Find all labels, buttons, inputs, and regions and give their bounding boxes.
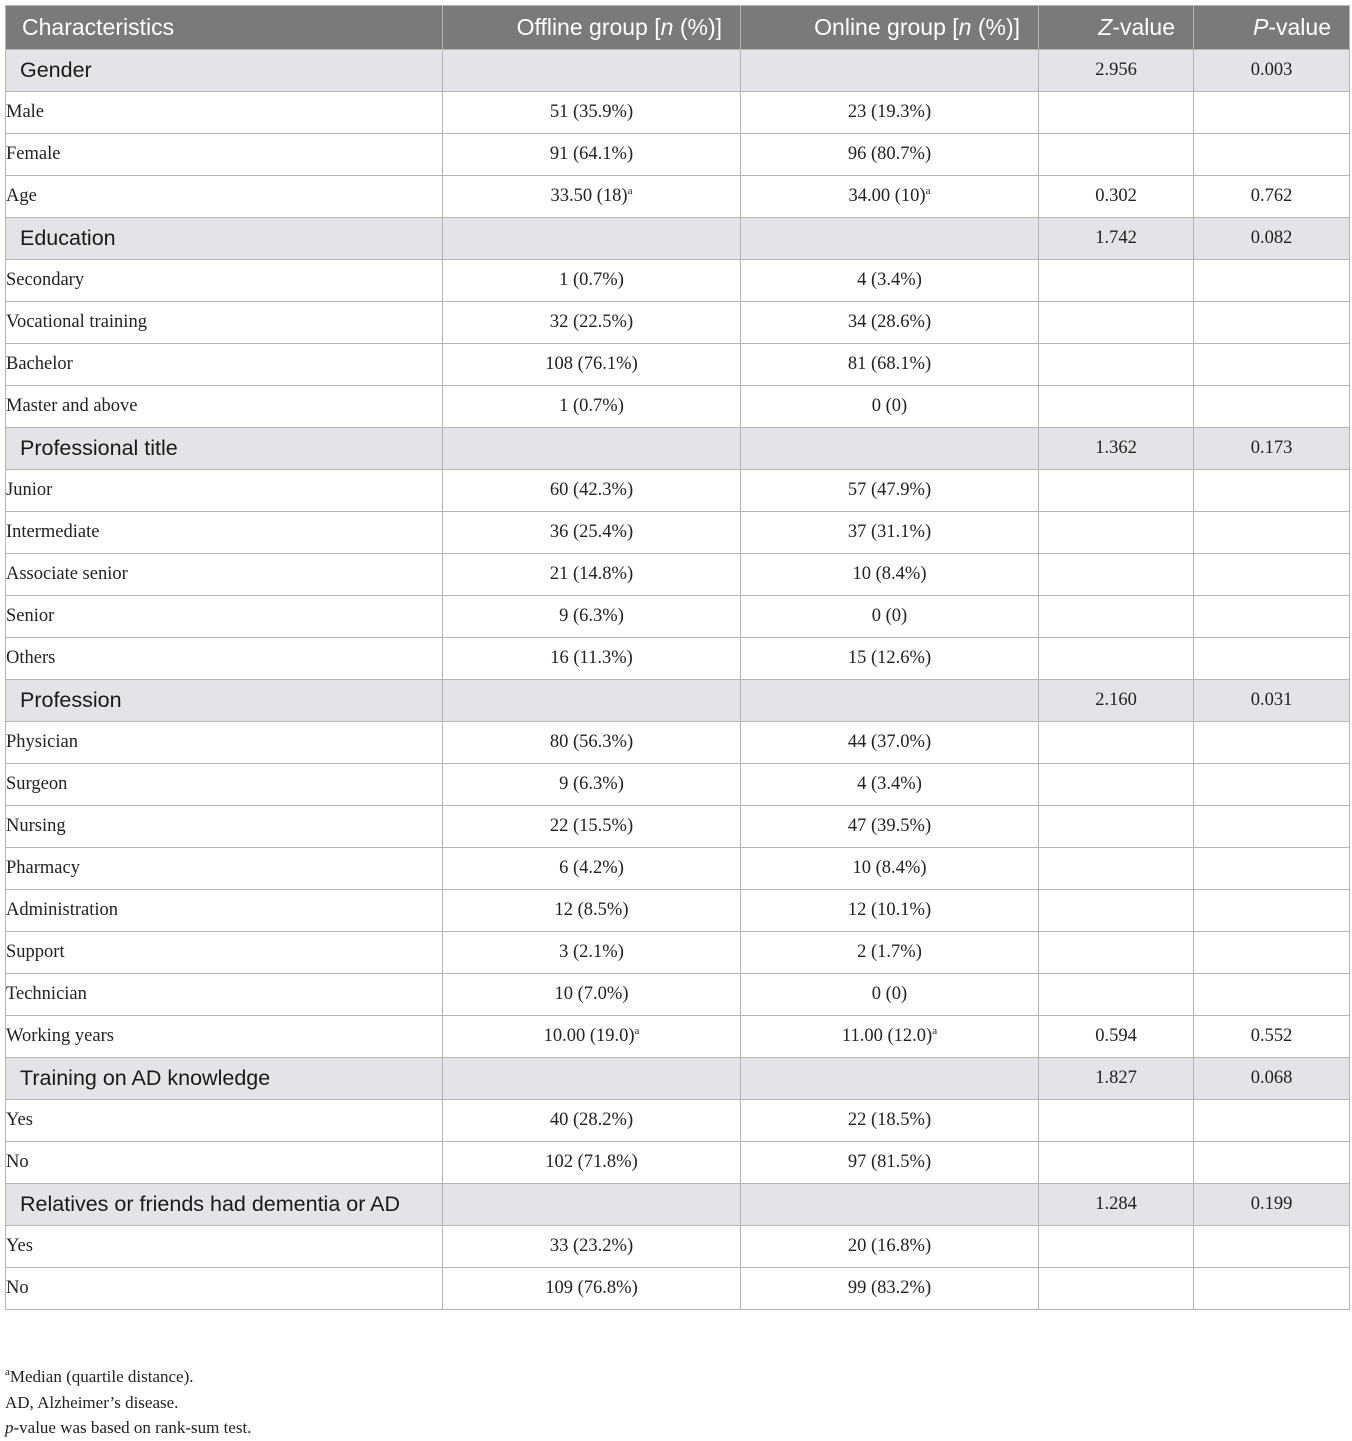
table-row — [6, 1226, 1350, 1268]
p-value — [1194, 974, 1350, 1016]
table-row — [6, 1268, 1350, 1310]
row-label: Others — [6, 638, 443, 680]
online-value: 34 (28.6%) — [741, 302, 1039, 344]
p-value — [1194, 764, 1350, 806]
table-row — [6, 932, 1350, 974]
table-row — [6, 1142, 1350, 1184]
p-value — [1194, 638, 1350, 680]
section-label: Training on AD knowledge — [6, 1058, 443, 1100]
online-value: 23 (19.3%) — [741, 92, 1039, 134]
p-value — [1194, 554, 1350, 596]
online-value: 44 (37.0%) — [741, 722, 1039, 764]
z-value — [1039, 806, 1194, 848]
p-value — [1194, 134, 1350, 176]
online-value: 99 (83.2%) — [741, 1268, 1039, 1310]
header-online-group: Online group [n (%)] — [741, 6, 1039, 50]
table-row — [6, 1016, 1350, 1058]
offline-value: 32 (22.5%) — [443, 302, 741, 344]
offline-value: 51 (35.9%) — [443, 92, 741, 134]
z-value — [1039, 1100, 1194, 1142]
row-label: Age — [6, 176, 443, 218]
offline-value: 60 (42.3%) — [443, 470, 741, 512]
row-label: Administration — [6, 890, 443, 932]
p-value: 0.082 — [1194, 218, 1350, 260]
offline-value — [443, 1184, 741, 1226]
online-value: 20 (16.8%) — [741, 1226, 1039, 1268]
z-value — [1039, 890, 1194, 932]
z-value — [1039, 302, 1194, 344]
z-value — [1039, 134, 1194, 176]
online-value: 34.00 $(10)^a$ — [741, 176, 1039, 218]
row-label: Vocational training — [6, 302, 443, 344]
z-value — [1039, 470, 1194, 512]
table-row — [6, 176, 1350, 218]
online-value: 10 (8.4%) — [741, 554, 1039, 596]
online-value — [741, 680, 1039, 722]
p-value: 0.031 — [1194, 680, 1350, 722]
online-value — [741, 1058, 1039, 1100]
offline-value: 9 (6.3%) — [443, 764, 741, 806]
row-label: Male — [6, 92, 443, 134]
row-label: Junior — [6, 470, 443, 512]
table-row — [6, 806, 1350, 848]
offline-value: 3 (2.1%) — [443, 932, 741, 974]
table-row — [6, 722, 1350, 764]
z-value: 1.742 — [1039, 218, 1194, 260]
z-value: 0.594 — [1039, 1016, 1194, 1058]
row-label: Secondary — [6, 260, 443, 302]
z-value — [1039, 596, 1194, 638]
online-value: 4 (3.4%) — [741, 764, 1039, 806]
section-row — [6, 1184, 1350, 1226]
row-label: Master and above — [6, 386, 443, 428]
footnote-median: $^a$Median (quartile distance). — [5, 1366, 194, 1386]
row-label: Senior — [6, 596, 443, 638]
offline-value: 1 (0.7%) — [443, 386, 741, 428]
section-label: Professional title — [6, 428, 443, 470]
row-label: Nursing — [6, 806, 443, 848]
online-value — [741, 428, 1039, 470]
z-value — [1039, 1142, 1194, 1184]
p-value — [1194, 596, 1350, 638]
table-row — [6, 260, 1350, 302]
offline-value: 16 (11.3%) — [443, 638, 741, 680]
section-label: Relatives or friends had dementia or AD — [6, 1184, 443, 1226]
online-value: 22 (18.5%) — [741, 1100, 1039, 1142]
offline-value: 21 (14.8%) — [443, 554, 741, 596]
online-value: 96 (80.7%) — [741, 134, 1039, 176]
offline-value: 108 (76.1%) — [443, 344, 741, 386]
p-value: 0.762 — [1194, 176, 1350, 218]
row-label: Support — [6, 932, 443, 974]
header-z-value: Z-value — [1039, 6, 1194, 50]
p-value: 0.552 — [1194, 1016, 1350, 1058]
z-value — [1039, 554, 1194, 596]
table-row — [6, 344, 1350, 386]
table-row — [6, 638, 1350, 680]
header-characteristics: Characteristics — [6, 6, 443, 50]
row-label: Technician — [6, 974, 443, 1016]
p-value — [1194, 470, 1350, 512]
online-value: 15 (12.6%) — [741, 638, 1039, 680]
offline-value: 1 (0.7%) — [443, 260, 741, 302]
online-value: 81 (68.1%) — [741, 344, 1039, 386]
online-value — [741, 218, 1039, 260]
online-value: 47 (39.5%) — [741, 806, 1039, 848]
offline-value — [443, 428, 741, 470]
table-header-row — [6, 6, 1350, 50]
online-value: 37 (31.1%) — [741, 512, 1039, 554]
p-value — [1194, 1268, 1350, 1310]
z-value: 1.284 — [1039, 1184, 1194, 1226]
offline-value: 22 (15.5%) — [443, 806, 741, 848]
z-value — [1039, 1226, 1194, 1268]
z-value — [1039, 344, 1194, 386]
header-p-value: P-value — [1194, 6, 1350, 50]
online-value: 11.00 $(12.0)^a$ — [741, 1016, 1039, 1058]
table-row — [6, 92, 1350, 134]
z-value — [1039, 92, 1194, 134]
offline-value — [443, 50, 741, 92]
z-value — [1039, 386, 1194, 428]
z-value — [1039, 512, 1194, 554]
p-value — [1194, 92, 1350, 134]
p-value — [1194, 932, 1350, 974]
offline-value: 10.00 $(19.0)^a$ — [443, 1016, 741, 1058]
row-label: Physician — [6, 722, 443, 764]
p-value — [1194, 722, 1350, 764]
z-value: 0.302 — [1039, 176, 1194, 218]
row-label: Pharmacy — [6, 848, 443, 890]
z-value — [1039, 1268, 1194, 1310]
section-row — [6, 50, 1350, 92]
p-value: 0.173 — [1194, 428, 1350, 470]
table-row — [6, 302, 1350, 344]
online-value: 12 (10.1%) — [741, 890, 1039, 932]
section-row — [6, 680, 1350, 722]
offline-value: 12 (8.5%) — [443, 890, 741, 932]
table-footnotes — [5, 1364, 1345, 1441]
offline-value: 33 (23.2%) — [443, 1226, 741, 1268]
table-row — [6, 974, 1350, 1016]
z-value — [1039, 260, 1194, 302]
z-value — [1039, 932, 1194, 974]
p-value — [1194, 1100, 1350, 1142]
table-row — [6, 470, 1350, 512]
section-row — [6, 218, 1350, 260]
offline-value: 102 (71.8%) — [443, 1142, 741, 1184]
online-value — [741, 1184, 1039, 1226]
z-value: 2.956 — [1039, 50, 1194, 92]
row-label: Working years — [6, 1016, 443, 1058]
p-value — [1194, 890, 1350, 932]
offline-value: 33.50 $(18)^a$ — [443, 176, 741, 218]
p-value — [1194, 302, 1350, 344]
row-label: Yes — [6, 1100, 443, 1142]
online-value — [741, 50, 1039, 92]
row-label: No — [6, 1268, 443, 1310]
online-value: 97 (81.5%) — [741, 1142, 1039, 1184]
table-row — [6, 890, 1350, 932]
section-row — [6, 428, 1350, 470]
p-value — [1194, 260, 1350, 302]
z-value: 1.362 — [1039, 428, 1194, 470]
z-value — [1039, 848, 1194, 890]
online-value: 0 (0) — [741, 596, 1039, 638]
online-value: 10 (8.4%) — [741, 848, 1039, 890]
z-value: 1.827 — [1039, 1058, 1194, 1100]
footnote-p-value: p-value was based on rank-sum test. — [5, 1418, 252, 1437]
offline-value — [443, 680, 741, 722]
section-label: Profession — [6, 680, 443, 722]
table-row — [6, 512, 1350, 554]
z-value — [1039, 974, 1194, 1016]
p-value: 0.199 — [1194, 1184, 1350, 1226]
online-value: 0 (0) — [741, 386, 1039, 428]
table-row — [6, 554, 1350, 596]
row-label: Intermediate — [6, 512, 443, 554]
offline-value: 10 (7.0%) — [443, 974, 741, 1016]
offline-value: 80 (56.3%) — [443, 722, 741, 764]
offline-value: 109 (76.8%) — [443, 1268, 741, 1310]
z-value — [1039, 638, 1194, 680]
p-value — [1194, 806, 1350, 848]
row-label: No — [6, 1142, 443, 1184]
section-label: Gender — [6, 50, 443, 92]
offline-value — [443, 1058, 741, 1100]
row-label: Bachelor — [6, 344, 443, 386]
p-value — [1194, 512, 1350, 554]
table-row — [6, 848, 1350, 890]
footnote-ad-abbreviation: AD, Alzheimer’s disease. — [5, 1392, 179, 1412]
table-row — [6, 764, 1350, 806]
z-value — [1039, 722, 1194, 764]
online-value: 57 (47.9%) — [741, 470, 1039, 512]
table-row — [6, 386, 1350, 428]
characteristics-table — [5, 5, 1350, 1310]
table-row — [6, 596, 1350, 638]
p-value: 0.003 — [1194, 50, 1350, 92]
offline-value: 9 (6.3%) — [443, 596, 741, 638]
section-label: Education — [6, 218, 443, 260]
offline-value: 91 (64.1%) — [443, 134, 741, 176]
p-value — [1194, 1142, 1350, 1184]
row-label: Female — [6, 134, 443, 176]
offline-value — [443, 218, 741, 260]
table-body — [6, 50, 1350, 1310]
p-value — [1194, 848, 1350, 890]
z-value: 2.160 — [1039, 680, 1194, 722]
row-label: Associate senior — [6, 554, 443, 596]
row-label: Surgeon — [6, 764, 443, 806]
p-value — [1194, 344, 1350, 386]
p-value: 0.068 — [1194, 1058, 1350, 1100]
p-value — [1194, 386, 1350, 428]
z-value — [1039, 764, 1194, 806]
online-value: 0 (0) — [741, 974, 1039, 1016]
offline-value: 6 (4.2%) — [443, 848, 741, 890]
online-value: 2 (1.7%) — [741, 932, 1039, 974]
offline-value: 40 (28.2%) — [443, 1100, 741, 1142]
p-value — [1194, 1226, 1350, 1268]
table-row — [6, 1100, 1350, 1142]
section-row — [6, 1058, 1350, 1100]
header-offline-group: Offline group [n (%)] — [443, 6, 741, 50]
table-row — [6, 134, 1350, 176]
online-value: 4 (3.4%) — [741, 260, 1039, 302]
row-label: Yes — [6, 1226, 443, 1268]
offline-value: 36 (25.4%) — [443, 512, 741, 554]
